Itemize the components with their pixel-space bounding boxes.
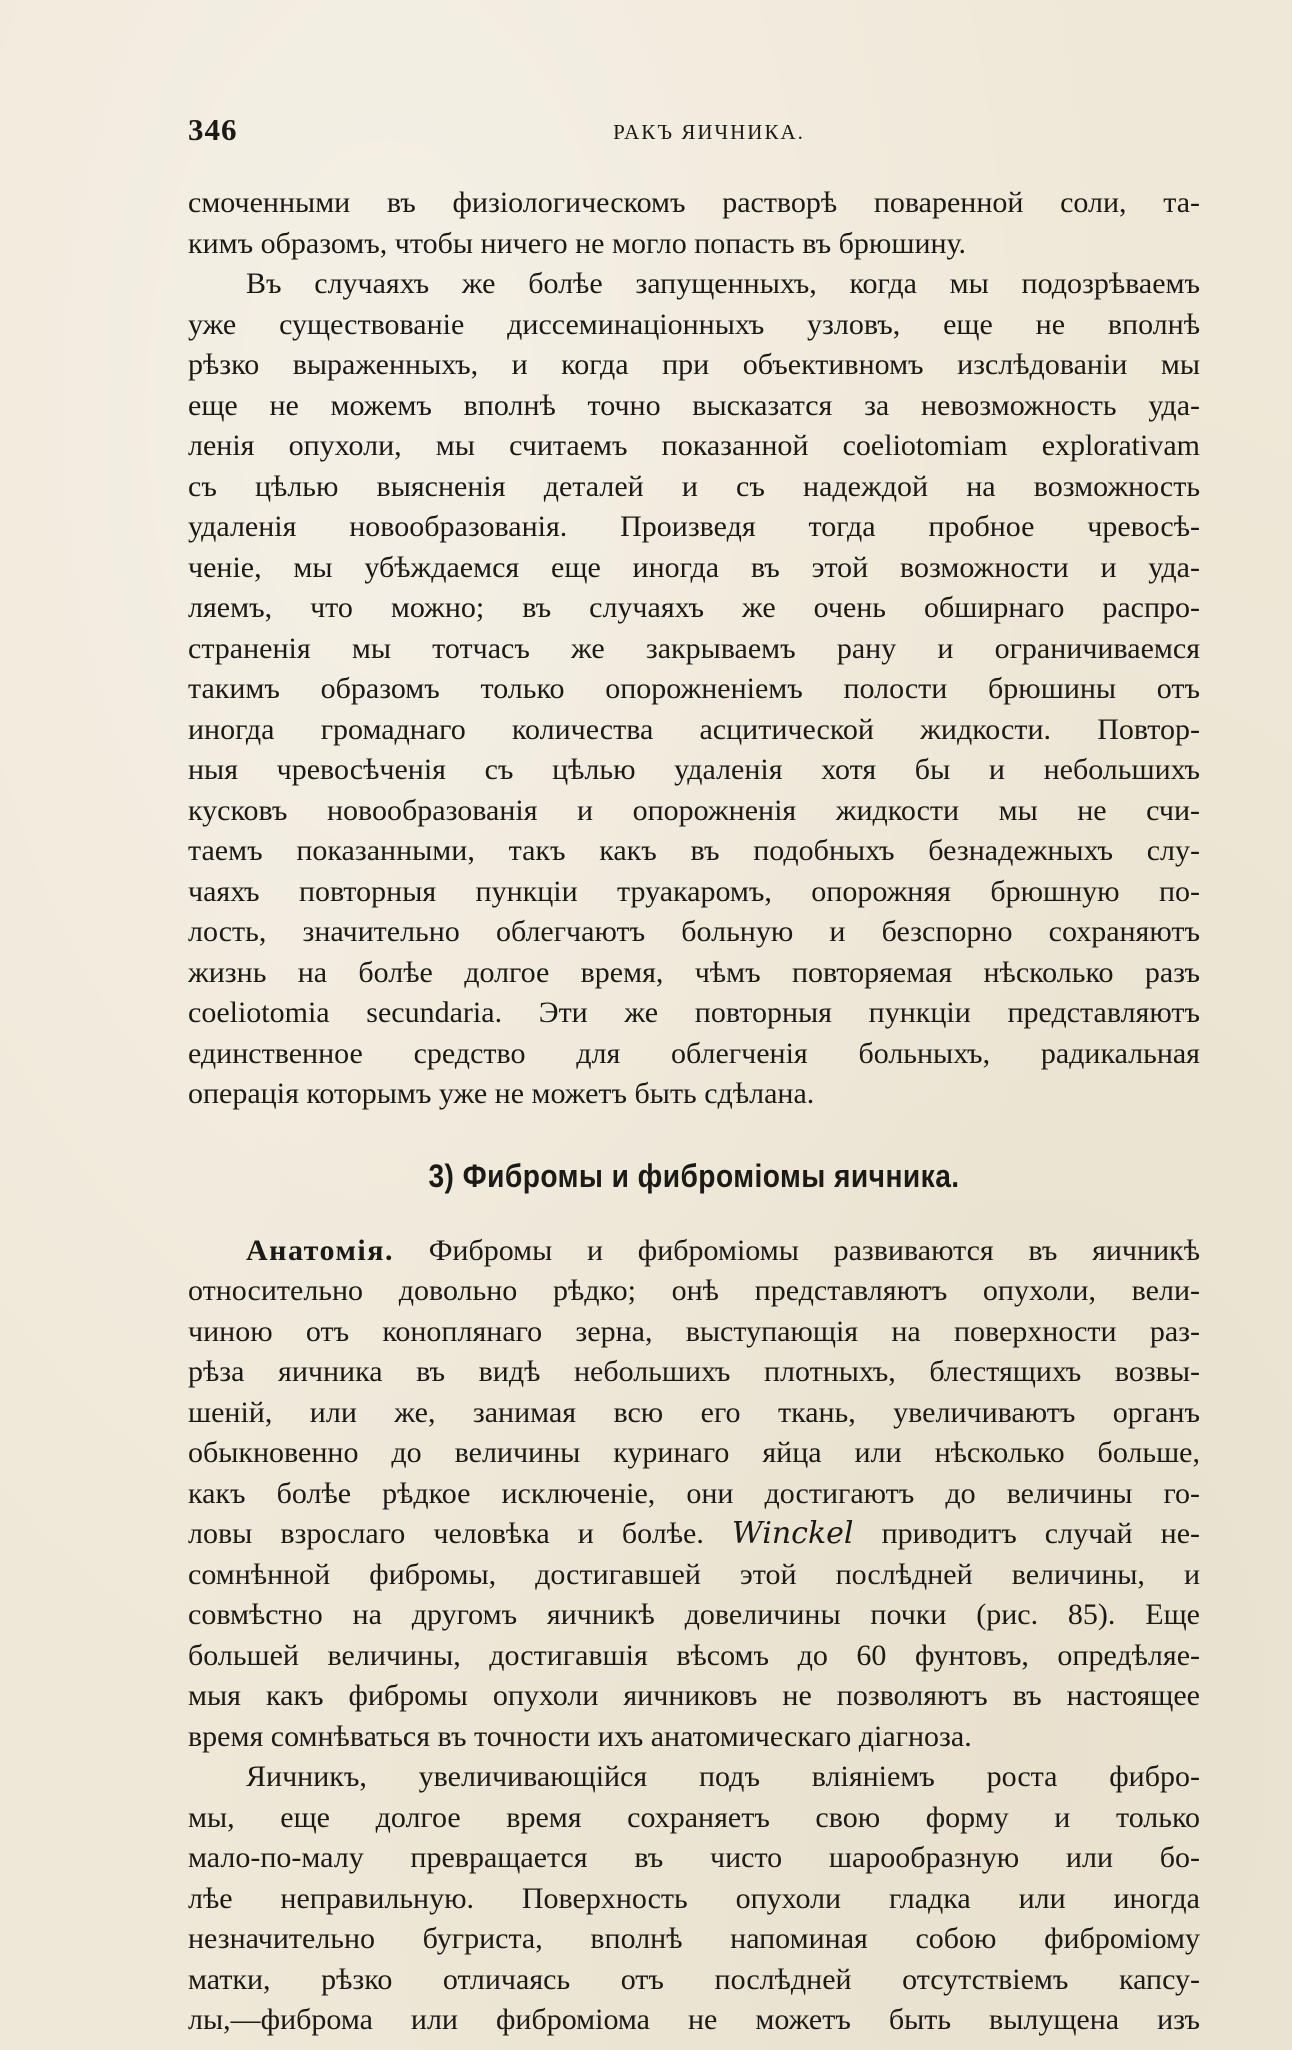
text-line: смоченными въ физіологическомъ растворѣ поваренной соли, та- bbox=[188, 186, 1200, 219]
text-line: какъ болѣе рѣдкое исключеніе, они достигаютъ до величины го- bbox=[188, 1476, 1200, 1510]
text-line: ченіе, мы убѣждаемся еще иногда въ этой возможности и уда- bbox=[188, 550, 1200, 584]
text-line: еще не можемъ вполнѣ точно высказатся за невозможность уда- bbox=[188, 388, 1200, 422]
text-line: рѣза яичника въ видѣ небольшихъ плотныхъ, блестящихъ возвы- bbox=[188, 1355, 1200, 1388]
text-line: совмѣстно на другомъ яичникѣ довеличины почки (рис. 85). Еще bbox=[188, 1598, 1200, 1631]
text-line: иногда громаднаго количества асцитической жидкости. Повтор- bbox=[188, 712, 1200, 746]
text-line: такимъ образомъ только опорожненіемъ полости брюшины отъ bbox=[188, 672, 1200, 705]
text-line: матки, рѣзко отличаясь отъ послѣдней отсутствіемъ капсу- bbox=[188, 1962, 1200, 1996]
author-name: Winckel bbox=[731, 1516, 854, 1551]
text-line: Яичникъ, увеличивающійся подъ вліяніемъ роста фибро- bbox=[246, 1760, 1200, 1793]
text-line: лость, значительно облегчаютъ больную и безспорно сохраняютъ bbox=[188, 915, 1200, 948]
text-line bbox=[188, 1231, 1200, 1272]
running-head bbox=[188, 112, 1200, 152]
page-number: 346 bbox=[188, 112, 238, 147]
text-line: мало-по-малу превращается въ чисто шарообразную или бо- bbox=[188, 1841, 1200, 1874]
text-fragment: Фибромы и фиброміомы развиваются въ яичникѣ bbox=[428, 1233, 1200, 1267]
text-fragment: ловы взрослаго человѣка и болѣе. bbox=[188, 1517, 704, 1550]
text-line: лы,—фиброма или фиброміома не можетъ быть вылущена изъ bbox=[188, 2003, 1200, 2036]
text-line: чаяхъ повторныя пункціи труакаромъ, опорожняя брюшную по- bbox=[188, 874, 1200, 908]
text-line: ныя чревосѣченія съ цѣлью удаленія хотя бы и небольшихъ bbox=[188, 753, 1200, 786]
text-line: страненія мы тотчасъ же закрываемъ рану и ограничиваемся bbox=[188, 631, 1200, 665]
text-line: операція которымъ уже не можетъ быть сдѣлана. bbox=[188, 1077, 815, 1110]
text-line: обыкновенно до величины куринаго яйца или нѣсколько больше, bbox=[188, 1436, 1200, 1469]
text-line: съ цѣлью выясненія деталей и съ надеждой на возможность bbox=[188, 469, 1200, 503]
text-line: Въ случаяхъ же болѣе запущенныхъ, когда мы подозрѣваемъ bbox=[246, 267, 1200, 300]
text-line: время сомнѣваться въ точности ихъ анатомическаго діагноза. bbox=[188, 1719, 972, 1753]
text-line: мыя какъ фибромы опухоли яичниковъ не позволяютъ въ настоящее bbox=[188, 1679, 1200, 1712]
text-line: рѣзко выраженныхъ, и когда при объективномъ изслѣдованіи мы bbox=[188, 348, 1200, 381]
paragraph-lead: Анатомія. bbox=[246, 1233, 394, 1267]
section-heading: 3) Фибромы и фиброміомы яичника. bbox=[428, 1157, 960, 1194]
running-title: РАКЪ ЯИЧНИКА. bbox=[613, 120, 805, 144]
text-line: кимъ образомъ, чтобы ничего не могло попасть въ брюшину. bbox=[188, 226, 967, 260]
text-line: сомнѣнной фибромы, достигавшей этой послѣдней величины, и bbox=[188, 1557, 1200, 1591]
text-line: ляемъ, что можно; въ случаяхъ же очень обширнаго распро- bbox=[188, 591, 1200, 624]
text-line: незначительно бугриста, вполнѣ напоминая собою фиброміому bbox=[188, 1922, 1200, 1955]
text-line: жизнь на болѣе долгое время, чѣмъ повторяемая нѣсколько разъ bbox=[188, 955, 1200, 989]
text-line: чиною отъ коноплянаго зерна, выступающія на поверхности раз- bbox=[188, 1314, 1200, 1348]
text-line: ленія опухоли, мы считаемъ показанной coeliotomiam explorativam bbox=[188, 429, 1200, 462]
text-line: относительно довольно рѣдко; онѣ представляютъ опухоли, вели- bbox=[188, 1274, 1200, 1307]
text-line: таемъ показанными, такъ какъ въ подобныхъ безнадежныхъ слу- bbox=[188, 834, 1200, 867]
text-line: мы, еще долгое время сохраняетъ свою форму и только bbox=[188, 1800, 1200, 1834]
text-line: кусковъ новообразованія и опорожненія жидкости мы не счи- bbox=[188, 793, 1200, 827]
text-line: лѣе неправильную. Поверхность опухоли гладка или иногда bbox=[188, 1881, 1200, 1915]
text-fragment: приводитъ случай не- bbox=[881, 1517, 1200, 1550]
text-line: единственное средство для облегченія больныхъ, радикальная bbox=[188, 1036, 1200, 1070]
text-line: шеній, или же, занимая всю его ткань, увеличиваютъ органъ bbox=[188, 1395, 1200, 1429]
text-line: удаленія новообразованія. Произведя тогда пробное чревосѣ- bbox=[188, 510, 1200, 543]
text-line: большей величины, достигавшія вѣсомъ до 60 фунтовъ, опредѣляе- bbox=[188, 1638, 1200, 1672]
body-text bbox=[188, 183, 1200, 2041]
text-line: coeliotomia secundaria. Эти же повторныя пункціи представляютъ bbox=[188, 996, 1200, 1029]
text-line: уже существованіе диссеминаціонныхъ узловъ, еще не вполнѣ bbox=[188, 307, 1200, 341]
text-line bbox=[188, 1514, 1200, 1555]
